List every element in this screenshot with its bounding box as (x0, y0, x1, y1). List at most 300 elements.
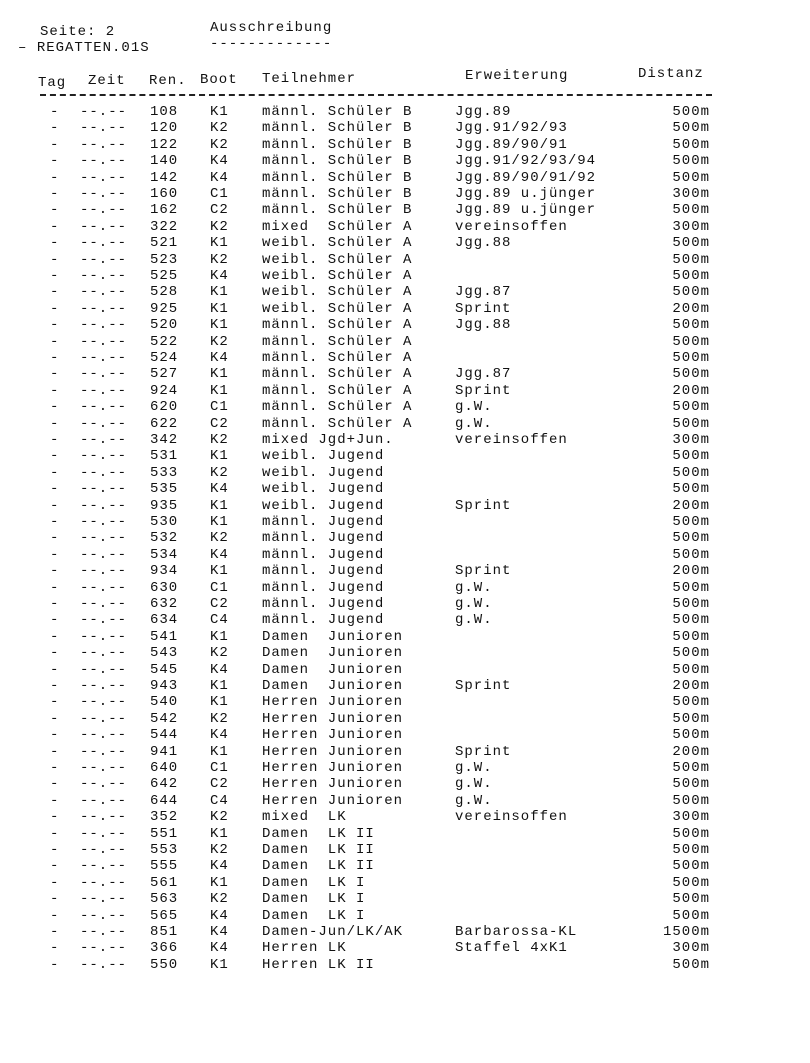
cell-distanz: 500m (672, 399, 710, 416)
cell-tag: - (50, 694, 60, 711)
cell-tag: - (50, 432, 60, 448)
cell-erweiterung: Jgg.89 u.jünger (455, 202, 597, 219)
table-row (0, 858, 810, 874)
cell-zeit: --.-- (80, 169, 128, 186)
cell-ren: 551 (150, 825, 179, 842)
cell-erweiterung: Jgg.89 (455, 104, 512, 120)
cell-tag: - (50, 760, 60, 776)
cell-erweiterung: Sprint (455, 743, 512, 760)
cell-ren: 162 (150, 202, 179, 219)
cell-boot: K2 (210, 809, 229, 826)
table-row (0, 924, 810, 940)
cell-boot: K1 (210, 235, 229, 252)
cell-erweiterung: vereinsoffen (455, 218, 568, 235)
cell-zeit: --.-- (80, 186, 128, 202)
cell-distanz: 500m (672, 366, 710, 383)
cell-tag: - (50, 317, 60, 334)
table-row (0, 120, 810, 136)
cell-tag: - (50, 563, 60, 580)
cell-tag: - (50, 366, 60, 383)
cell-ren: 935 (150, 497, 179, 514)
cell-distanz: 500m (672, 235, 710, 252)
cell-teilnehmer: weibl. Jugend (262, 497, 385, 514)
cell-zeit: --.-- (80, 612, 128, 629)
cell-tag: - (50, 891, 60, 908)
cell-zeit: --.-- (80, 251, 128, 268)
cell-ren: 533 (150, 464, 179, 481)
cell-tag: - (50, 218, 60, 235)
cell-ren: 535 (150, 481, 179, 498)
cell-teilnehmer: Damen Junioren (262, 628, 404, 645)
cell-zeit: --.-- (80, 809, 128, 826)
cell-erweiterung: g.W. (455, 579, 493, 596)
cell-boot: K1 (210, 497, 229, 514)
cell-teilnehmer: männl. Schüler A (262, 415, 413, 432)
cell-boot: K2 (210, 251, 229, 268)
cell-teilnehmer: weibl. Schüler A (262, 284, 413, 301)
cell-boot: C2 (210, 202, 229, 219)
cell-teilnehmer: mixed Jgd+Jun. (262, 432, 394, 448)
table-row (0, 727, 810, 743)
cell-boot: K1 (210, 317, 229, 334)
cell-distanz: 500m (672, 727, 710, 744)
cell-teilnehmer: männl. Jugend (262, 514, 385, 530)
cell-distanz: 500m (672, 596, 710, 612)
cell-ren: 943 (150, 678, 179, 694)
cell-tag: - (50, 530, 60, 547)
table-row (0, 875, 810, 891)
cell-boot: K2 (210, 432, 229, 448)
cell-ren: 140 (150, 153, 179, 170)
cell-zeit: --.-- (80, 825, 128, 842)
cell-boot: K2 (210, 218, 229, 235)
table-row (0, 481, 810, 497)
cell-distanz: 500m (672, 514, 710, 530)
cell-teilnehmer: männl. Jugend (262, 612, 385, 629)
cell-erweiterung: Jgg.88 (455, 317, 512, 334)
cell-zeit: --.-- (80, 120, 128, 137)
cell-teilnehmer: Damen LK I (262, 907, 366, 924)
cell-zeit: --.-- (80, 464, 128, 481)
cell-distanz: 200m (672, 678, 710, 694)
cell-distanz: 500m (672, 333, 710, 350)
cell-tag: - (50, 202, 60, 219)
cell-ren: 544 (150, 727, 179, 744)
cell-distanz: 200m (672, 743, 710, 760)
table-row (0, 957, 810, 973)
cell-tag: - (50, 153, 60, 170)
cell-boot: K4 (210, 546, 229, 563)
cell-teilnehmer: mixed LK (262, 809, 347, 826)
cell-boot: K4 (210, 350, 229, 366)
cell-teilnehmer: männl. Jugend (262, 563, 385, 580)
cell-zeit: --.-- (80, 645, 128, 662)
cell-tag: - (50, 448, 60, 465)
cell-zeit: --.-- (80, 153, 128, 170)
cell-ren: 644 (150, 792, 179, 809)
cell-zeit: --.-- (80, 448, 128, 465)
cell-teilnehmer: Damen LK II (262, 842, 375, 858)
cell-zeit: --.-- (80, 940, 128, 957)
file-name: – REGATTEN.01S (18, 40, 150, 56)
cell-distanz: 1500m (662, 924, 710, 940)
table-row (0, 383, 810, 399)
cell-teilnehmer: Damen LK II (262, 858, 375, 875)
cell-distanz: 500m (672, 956, 710, 973)
cell-zeit: --.-- (80, 481, 128, 498)
table-row (0, 662, 810, 678)
cell-tag: - (50, 727, 60, 744)
cell-ren: 342 (150, 432, 179, 448)
cell-teilnehmer: männl. Jugend (262, 579, 385, 596)
cell-teilnehmer: Herren Junioren (262, 743, 404, 760)
table-row (0, 235, 810, 251)
cell-zeit: --.-- (80, 579, 128, 596)
cell-tag: - (50, 284, 60, 301)
cell-distanz: 500m (672, 251, 710, 268)
cell-tag: - (50, 333, 60, 350)
cell-distanz: 500m (672, 907, 710, 924)
cell-ren: 160 (150, 186, 179, 202)
cell-teilnehmer: männl. Schüler A (262, 350, 413, 366)
cell-distanz: 500m (672, 645, 710, 662)
cell-boot: K4 (210, 268, 229, 284)
cell-boot: K1 (210, 956, 229, 973)
cell-ren: 555 (150, 858, 179, 875)
table-row (0, 891, 810, 907)
table-row (0, 252, 810, 268)
cell-ren: 550 (150, 956, 179, 973)
cell-zeit: --.-- (80, 235, 128, 252)
cell-boot: C4 (210, 612, 229, 629)
cell-zeit: --.-- (80, 399, 128, 416)
cell-distanz: 500m (672, 628, 710, 645)
cell-teilnehmer: weibl. Jugend (262, 464, 385, 481)
cell-teilnehmer: Herren Junioren (262, 710, 404, 727)
cell-tag: - (50, 874, 60, 891)
cell-ren: 622 (150, 415, 179, 432)
cell-ren: 521 (150, 235, 179, 252)
cell-teilnehmer: Herren Junioren (262, 727, 404, 744)
cell-boot: K1 (210, 104, 229, 120)
table-row (0, 219, 810, 235)
cell-boot: K1 (210, 678, 229, 694)
table-row (0, 186, 810, 202)
cell-boot: K1 (210, 284, 229, 301)
cell-boot: C4 (210, 792, 229, 809)
table-row (0, 416, 810, 432)
table-row (0, 678, 810, 694)
cell-ren: 642 (150, 776, 179, 793)
cell-zeit: --.-- (80, 563, 128, 580)
cell-boot: K2 (210, 710, 229, 727)
header-ren: Ren. (149, 73, 187, 89)
cell-ren: 530 (150, 514, 179, 530)
cell-zeit: --.-- (80, 874, 128, 891)
cell-teilnehmer: männl. Schüler B (262, 136, 413, 153)
cell-distanz: 500m (672, 842, 710, 858)
table-row (0, 317, 810, 333)
cell-erweiterung: vereinsoffen (455, 432, 568, 448)
cell-tag: - (50, 596, 60, 612)
cell-erweiterung: Jgg.89/90/91 (455, 136, 568, 153)
cell-ren: 634 (150, 612, 179, 629)
cell-teilnehmer: Damen Junioren (262, 645, 404, 662)
cell-boot: K2 (210, 464, 229, 481)
cell-teilnehmer: männl. Schüler B (262, 153, 413, 170)
cell-distanz: 500m (672, 120, 710, 137)
cell-boot: K1 (210, 563, 229, 580)
cell-ren: 563 (150, 891, 179, 908)
cell-ren: 366 (150, 940, 179, 957)
cell-zeit: --.-- (80, 333, 128, 350)
cell-erweiterung: g.W. (455, 792, 493, 809)
cell-tag: - (50, 382, 60, 399)
cell-ren: 540 (150, 694, 179, 711)
table-row (0, 268, 810, 284)
cell-boot: C2 (210, 776, 229, 793)
cell-erweiterung: Sprint (455, 678, 512, 694)
cell-teilnehmer: männl. Schüler A (262, 366, 413, 383)
cell-distanz: 500m (672, 153, 710, 170)
cell-boot: K1 (210, 825, 229, 842)
cell-boot: K1 (210, 628, 229, 645)
cell-distanz: 200m (672, 300, 710, 317)
cell-zeit: --.-- (80, 202, 128, 219)
cell-distanz: 500m (672, 858, 710, 875)
cell-boot: K4 (210, 169, 229, 186)
cell-ren: 620 (150, 399, 179, 416)
cell-tag: - (50, 136, 60, 153)
page-number: Seite: 2 (40, 24, 116, 40)
header-zeit: Zeit (88, 73, 126, 89)
cell-boot: K2 (210, 891, 229, 908)
cell-ren: 924 (150, 382, 179, 399)
cell-zeit: --.-- (80, 858, 128, 875)
cell-ren: 542 (150, 710, 179, 727)
cell-boot: K4 (210, 727, 229, 744)
cell-distanz: 500m (672, 448, 710, 465)
cell-boot: K1 (210, 694, 229, 711)
cell-distanz: 500m (672, 530, 710, 547)
cell-tag: - (50, 546, 60, 563)
cell-distanz: 500m (672, 546, 710, 563)
cell-ren: 543 (150, 645, 179, 662)
cell-teilnehmer: Herren Junioren (262, 792, 404, 809)
table-row (0, 776, 810, 792)
cell-ren: 122 (150, 136, 179, 153)
cell-distanz: 500m (672, 317, 710, 334)
header-rule (40, 94, 712, 96)
cell-tag: - (50, 710, 60, 727)
table-row (0, 908, 810, 924)
cell-teilnehmer: mixed Schüler A (262, 218, 413, 235)
cell-teilnehmer: Damen LK II (262, 825, 375, 842)
cell-distanz: 500m (672, 169, 710, 186)
cell-zeit: --.-- (80, 924, 128, 940)
table-row (0, 514, 810, 530)
cell-distanz: 500m (672, 760, 710, 776)
cell-ren: 142 (150, 169, 179, 186)
cell-erweiterung: Barbarossa-KL (455, 924, 578, 940)
table-row (0, 334, 810, 350)
table-row (0, 399, 810, 415)
cell-zeit: --.-- (80, 743, 128, 760)
cell-ren: 525 (150, 268, 179, 284)
document-title: Ausschreibung (210, 20, 333, 36)
table-row (0, 448, 810, 464)
cell-distanz: 500m (672, 874, 710, 891)
cell-tag: - (50, 399, 60, 416)
cell-erweiterung: g.W. (455, 399, 493, 416)
cell-erweiterung: g.W. (455, 760, 493, 776)
cell-zeit: --.-- (80, 907, 128, 924)
table-row (0, 580, 810, 596)
header-tag: Tag (38, 75, 67, 91)
cell-zeit: --.-- (80, 760, 128, 776)
cell-tag: - (50, 858, 60, 875)
cell-tag: - (50, 497, 60, 514)
cell-zeit: --.-- (80, 366, 128, 383)
cell-ren: 524 (150, 350, 179, 366)
cell-erweiterung: g.W. (455, 612, 493, 629)
cell-ren: 925 (150, 300, 179, 317)
table-row (0, 793, 810, 809)
cell-zeit: --.-- (80, 596, 128, 612)
cell-ren: 322 (150, 218, 179, 235)
cell-ren: 352 (150, 809, 179, 826)
cell-distanz: 500m (672, 202, 710, 219)
cell-ren: 108 (150, 104, 179, 120)
cell-ren: 545 (150, 661, 179, 678)
cell-distanz: 500m (672, 825, 710, 842)
cell-zeit: --.-- (80, 382, 128, 399)
table-row (0, 711, 810, 727)
cell-ren: 941 (150, 743, 179, 760)
cell-ren: 120 (150, 120, 179, 137)
cell-boot: C2 (210, 596, 229, 612)
cell-tag: - (50, 120, 60, 137)
cell-boot: C1 (210, 579, 229, 596)
cell-distanz: 300m (672, 186, 710, 202)
cell-distanz: 200m (672, 563, 710, 580)
table-row (0, 366, 810, 382)
cell-distanz: 300m (672, 432, 710, 448)
table-row (0, 596, 810, 612)
cell-tag: - (50, 579, 60, 596)
cell-teilnehmer: Damen Junioren (262, 661, 404, 678)
cell-zeit: --.-- (80, 432, 128, 448)
cell-boot: K4 (210, 907, 229, 924)
cell-boot: C1 (210, 399, 229, 416)
cell-zeit: --.-- (80, 530, 128, 547)
cell-tag: - (50, 481, 60, 498)
cell-distanz: 200m (672, 382, 710, 399)
cell-tag: - (50, 940, 60, 957)
table-row (0, 530, 810, 546)
cell-boot: K2 (210, 333, 229, 350)
cell-boot: K4 (210, 153, 229, 170)
cell-teilnehmer: Herren Junioren (262, 776, 404, 793)
table-row (0, 432, 810, 448)
cell-tag: - (50, 743, 60, 760)
cell-tag: - (50, 235, 60, 252)
table-row (0, 284, 810, 300)
cell-tag: - (50, 924, 60, 940)
cell-boot: K2 (210, 120, 229, 137)
cell-teilnehmer: Damen LK I (262, 874, 366, 891)
cell-zeit: --.-- (80, 842, 128, 858)
cell-erweiterung: Jgg.91/92/93 (455, 120, 568, 137)
cell-tag: - (50, 169, 60, 186)
table-row (0, 170, 810, 186)
cell-zeit: --.-- (80, 284, 128, 301)
header-distanz: Distanz (638, 66, 704, 82)
cell-boot: K4 (210, 924, 229, 940)
cell-teilnehmer: weibl. Schüler A (262, 300, 413, 317)
cell-distanz: 500m (672, 481, 710, 498)
cell-tag: - (50, 514, 60, 530)
cell-teilnehmer: weibl. Schüler A (262, 251, 413, 268)
cell-zeit: --.-- (80, 104, 128, 120)
cell-tag: - (50, 842, 60, 858)
cell-zeit: --.-- (80, 317, 128, 334)
cell-ren: 522 (150, 333, 179, 350)
cell-teilnehmer: männl. Jugend (262, 546, 385, 563)
cell-erweiterung: Sprint (455, 563, 512, 580)
cell-zeit: --.-- (80, 136, 128, 153)
table-row (0, 202, 810, 218)
cell-tag: - (50, 661, 60, 678)
table-row (0, 694, 810, 710)
cell-teilnehmer: männl. Schüler A (262, 382, 413, 399)
cell-ren: 553 (150, 842, 179, 858)
cell-distanz: 500m (672, 612, 710, 629)
table-row (0, 645, 810, 661)
cell-teilnehmer: männl. Schüler B (262, 169, 413, 186)
cell-ren: 630 (150, 579, 179, 596)
table-row (0, 153, 810, 169)
table-row (0, 465, 810, 481)
cell-erweiterung: Staffel 4xK1 (455, 940, 568, 957)
cell-erweiterung: Jgg.87 (455, 366, 512, 383)
cell-ren: 541 (150, 628, 179, 645)
table-row (0, 498, 810, 514)
cell-zeit: --.-- (80, 956, 128, 973)
cell-erweiterung: Sprint (455, 497, 512, 514)
cell-teilnehmer: männl. Schüler A (262, 399, 413, 416)
cell-zeit: --.-- (80, 268, 128, 284)
table-row (0, 760, 810, 776)
cell-zeit: --.-- (80, 776, 128, 793)
cell-teilnehmer: männl. Schüler B (262, 186, 413, 202)
cell-boot: K1 (210, 382, 229, 399)
cell-tag: - (50, 907, 60, 924)
cell-tag: - (50, 415, 60, 432)
cell-tag: - (50, 645, 60, 662)
cell-zeit: --.-- (80, 514, 128, 530)
cell-erweiterung: Sprint (455, 382, 512, 399)
cell-distanz: 300m (672, 940, 710, 957)
cell-teilnehmer: männl. Jugend (262, 530, 385, 547)
cell-ren: 534 (150, 546, 179, 563)
cell-zeit: --.-- (80, 694, 128, 711)
cell-ren: 531 (150, 448, 179, 465)
cell-boot: K1 (210, 743, 229, 760)
cell-boot: C1 (210, 760, 229, 776)
cell-teilnehmer: männl. Schüler B (262, 202, 413, 219)
cell-distanz: 500m (672, 792, 710, 809)
